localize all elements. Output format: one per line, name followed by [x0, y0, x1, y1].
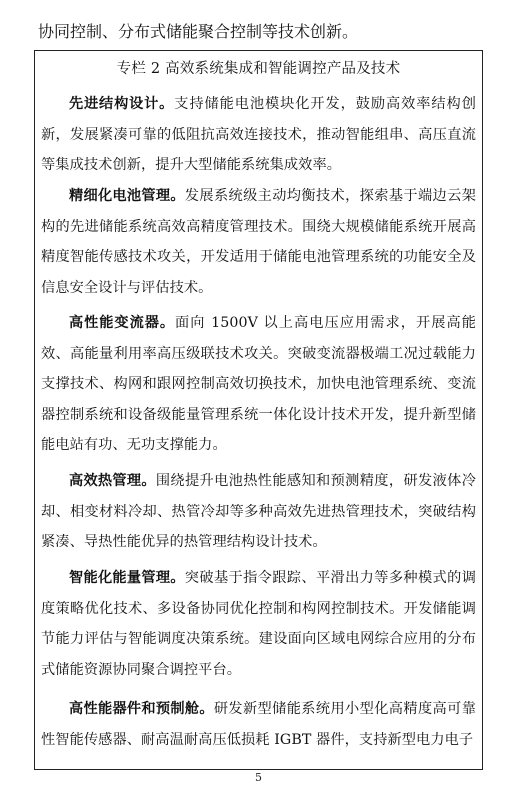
box-title: 专栏 2 高效系统集成和智能调控产品及技术 — [116, 61, 401, 77]
section-body: 突破基于指令跟踪、平滑出力等多种模式的调度策略优化技术、多设备协同优化控制和构网控制技术。开发储能调节能力评估与智能调度决策系统。建设面向区域电网综合应用的分布式储能资源协同聚合调控平台。 — [41, 570, 476, 678]
section-heading: 高效热管理。 — [69, 473, 156, 489]
feature-box — [34, 50, 483, 770]
section-body: 围绕提升电池热性能感知和预测精度，研发液体冷却、相变材料冷却、热管冷却等多种高效先进热管理技术，突破结构紧凑、导热性能优异的热管理结构设计技术。 — [41, 473, 476, 550]
section-paragraph — [41, 563, 476, 685]
section-body: 研发新型储能系统用小型化高精度高可靠性智能传感器、耐高温耐高压低损耗 IGBT 器件，支持新型电力电子 — [41, 701, 476, 748]
section-body: 面向 1500V 以上高电压应用需求，开展高能效、高能量利用率高压级联技术攻关。突破变流器极端工况过载能力支撑技术、构网和跟网控制高效切换技术，加快电池管理系统、变流器控制系统和设备级能量管理系统一体化设计技术开发，提升新型储能电站有功、无功支撑能力。 — [41, 315, 476, 453]
section-body: 发展系统级主动均衡技术，探索基于端边云架构的先进储能系统高效高精度管理技术。围绕大规模储能系统开展高精度智能传感技术攻关，开发适用于储能电池管理系统的功能安全及信息安全设计与评估技术。 — [41, 188, 476, 296]
section-paragraph — [41, 89, 476, 181]
section-paragraph — [41, 308, 476, 461]
section-heading: 高性能器件和预制舱。 — [69, 701, 214, 717]
page-number: 5 — [255, 771, 262, 784]
section-body: 支持储能电池模块化开发，鼓励高效率结构创新，发展紧凑可靠的低阻抗高效连接技术，推动智能组串、高压直流等集成技术创新，提升大型储能系统集成效率。 — [41, 96, 476, 173]
section-paragraph — [41, 181, 476, 303]
section-paragraph — [41, 466, 476, 558]
intro-text: 协同控制、分布式储能聚合控制等技术创新。 — [38, 22, 359, 41]
section-heading: 先进结构设计。 — [69, 96, 175, 112]
section-heading: 精细化电池管理。 — [69, 188, 185, 204]
section-paragraph — [41, 694, 476, 755]
section-heading: 智能化能量管理。 — [69, 570, 185, 586]
section-heading: 高性能变流器。 — [69, 315, 176, 331]
